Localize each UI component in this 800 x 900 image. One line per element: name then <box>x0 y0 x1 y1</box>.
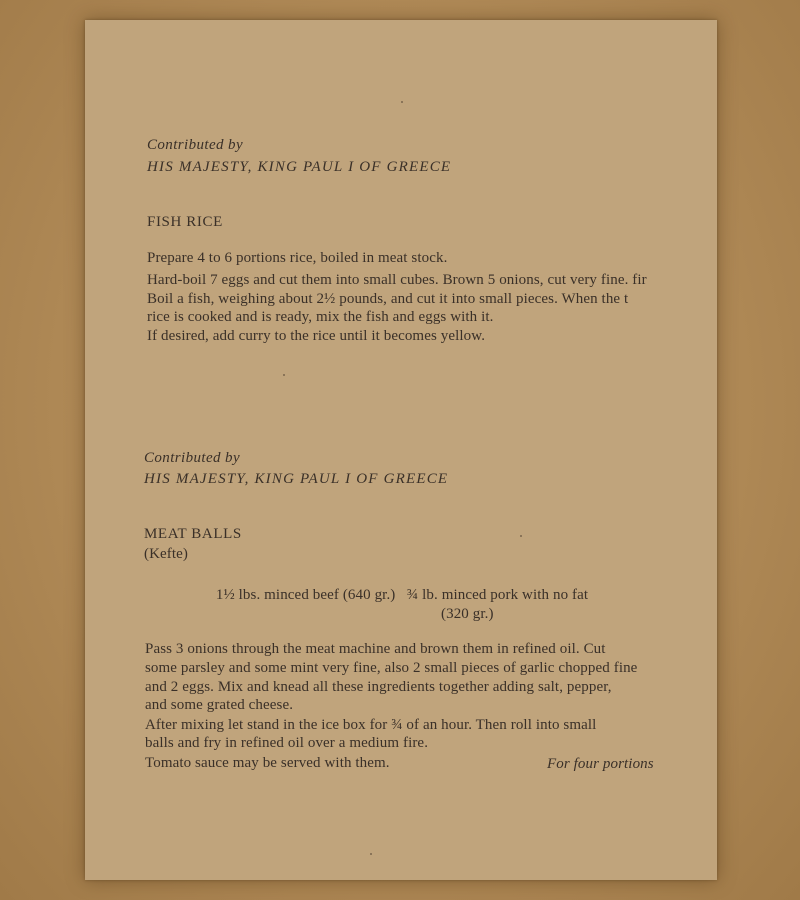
recipe1-contributor: HIS MAJESTY, KING PAUL I OF GREECE <box>147 159 452 175</box>
ingredients-line: 1½ lbs. minced beef (640 gr.) ¾ lb. minced pork with no fat <box>215 587 589 603</box>
recipe2-para2-line: After mixing let stand in the ice box for ¾ of an hour. Then roll into small <box>145 717 597 733</box>
recipe2-para1-line: some parsley and some mint very fine, also 2 small pieces of garlic chopped fine <box>145 660 638 676</box>
recipe1-title: FISH RICE <box>147 214 223 230</box>
recipe2-para1-line: and some grated cheese. <box>145 697 294 713</box>
recipe2-para1-line: Pass 3 onions through the meat machine and brown them in refined oil. Cut <box>145 641 606 657</box>
paper-speck <box>520 535 522 537</box>
recipe1-line: Boil a fish, weighing about 2½ pounds, and cut it into small pieces. When the t <box>147 291 629 307</box>
ingredients-line-continued: (320 gr.) <box>441 606 494 622</box>
recipe1-line: If desired, add curry to the rice until it becomes yellow. <box>147 328 486 344</box>
recipe1-contributed-label: Contributed by <box>147 137 244 153</box>
recipe2-title: MEAT BALLS <box>144 526 242 542</box>
recipe2-final-line: Tomato sauce may be served with them. <box>145 755 390 771</box>
paper-speck <box>401 101 403 103</box>
recipe2-contributor: HIS MAJESTY, KING PAUL I OF GREECE <box>144 471 449 487</box>
portions-note: For four portions <box>547 756 654 772</box>
recipe1-line: Prepare 4 to 6 portions rice, boiled in meat stock. <box>147 250 448 266</box>
paper-speck <box>370 853 372 855</box>
recipe2-contributed-label: Contributed by <box>144 450 241 466</box>
recipe2-para1-line: and 2 eggs. Mix and knead all these ingredients together adding salt, pepper, <box>145 679 612 695</box>
recipe1-line: Hard-boil 7 eggs and cut them into small cubes. Brown 5 onions, cut very fine. fir <box>147 272 647 288</box>
recipe2-para2-line: balls and fry in refined oil over a medium fire. <box>145 735 429 751</box>
recipe2-subtitle: (Kefte) <box>144 546 189 562</box>
paper-speck <box>283 374 285 376</box>
recipe1-line: rice is cooked and is ready, mix the fish and eggs with it. <box>147 309 494 325</box>
document-page <box>85 20 717 880</box>
